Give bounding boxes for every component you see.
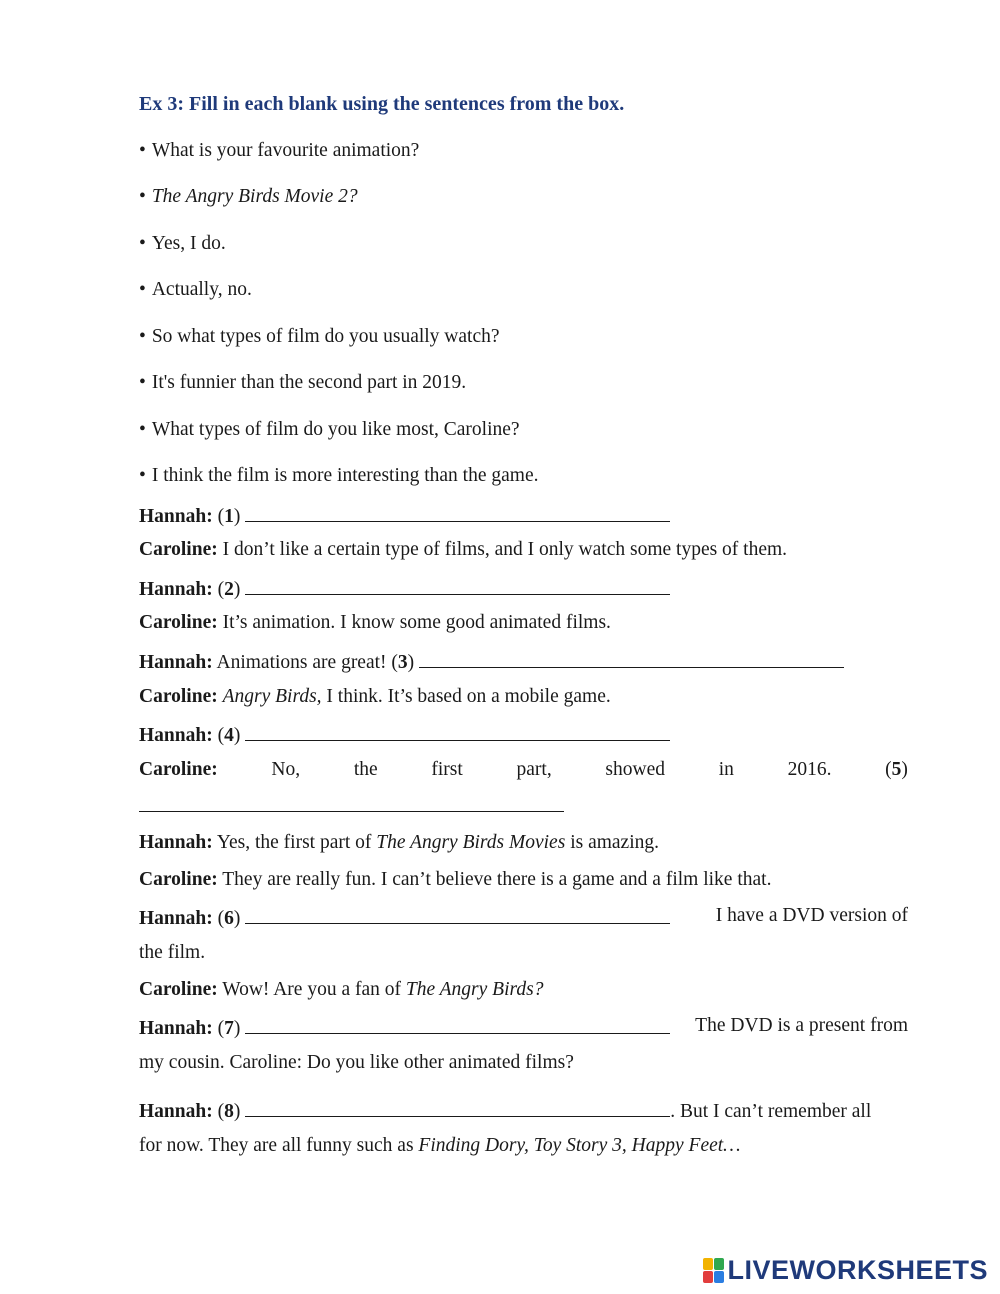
exercise-title: Ex 3: Fill in each blank using the sentences from the box. [139,93,625,115]
dialogue-line-h3: Hannah: Animations are great! (3) [139,649,908,674]
dialogue-line-h8-cont: for now. They are all funny such as Finding Dory, Toy Story 3, Happy Feet… [139,1135,741,1156]
dialogue-line-h8: Hannah: (8) . But I can’t remember all [139,1098,908,1123]
dialogue-line-h6: Hannah: (6) I have a DVD version of [139,905,908,929]
blank-7[interactable] [245,1015,670,1034]
logo-tile-1 [703,1258,713,1270]
blank-5[interactable] [139,793,564,812]
dialogue-line-h2: Hannah: (2) [139,576,908,601]
logo-tile-2 [714,1258,724,1270]
blank-3[interactable] [419,649,844,668]
option-1: • What is your favourite animation? [139,140,420,161]
logo-text: LIVEWORKSHEETS [727,1255,988,1285]
option-6: • It's funnier than the second part in 2019. [139,372,467,393]
logo-icon [703,1258,724,1283]
dialogue-line-c4: Caroline: No, the first part, showed in 2016. (5) [139,759,908,780]
blank-1[interactable] [245,503,670,522]
logo-tile-4 [714,1271,724,1283]
option-7: • What types of film do you like most, Caroline? [139,419,520,440]
dialogue-line-c1: Caroline: I don’t like a certain type of films, and I only watch some types of them. [139,539,788,560]
logo-tile-3 [703,1271,713,1283]
dialogue-line-c4-cont [139,793,908,818]
option-8: • I think the film is more interesting than the game. [139,465,539,486]
dialogue-line-h5: Hannah: Yes, the first part of The Angry Birds Movies is amazing. [139,832,659,853]
option-4: • Actually, no. [139,279,252,300]
option-2: • The Angry Birds Movie 2? [139,186,358,207]
dialogue-line-c6: Caroline: Wow! Are you a fan of The Angry Birds? [139,979,544,1000]
blank-2[interactable] [245,576,670,595]
dialogue-line-h1: Hannah: (1) [139,503,908,528]
liveworksheets-logo [703,1255,988,1286]
dialogue-line-c3: Caroline: Angry Birds, I think. It’s based on a mobile game. [139,686,611,707]
option-3: • Yes, I do. [139,233,226,254]
dialogue-line-h4: Hannah: (4) [139,722,908,747]
dialogue-line-c2: Caroline: It’s animation. I know some good animated films. [139,612,611,633]
option-5: • So what types of film do you usually watch? [139,326,500,347]
blank-8[interactable] [245,1098,670,1117]
dialogue-line-h6-cont: the film. [139,942,206,963]
blank-4[interactable] [245,722,670,741]
dialogue-line-h7-cont: my cousin. Caroline: Do you like other animated films? [139,1052,574,1073]
dialogue-line-h7: Hannah: (7) The DVD is a present from [139,1015,908,1039]
dialogue-line-c5: Caroline: They are really fun. I can’t believe there is a game and a film like that. [139,869,772,890]
blank-6[interactable] [245,905,670,924]
